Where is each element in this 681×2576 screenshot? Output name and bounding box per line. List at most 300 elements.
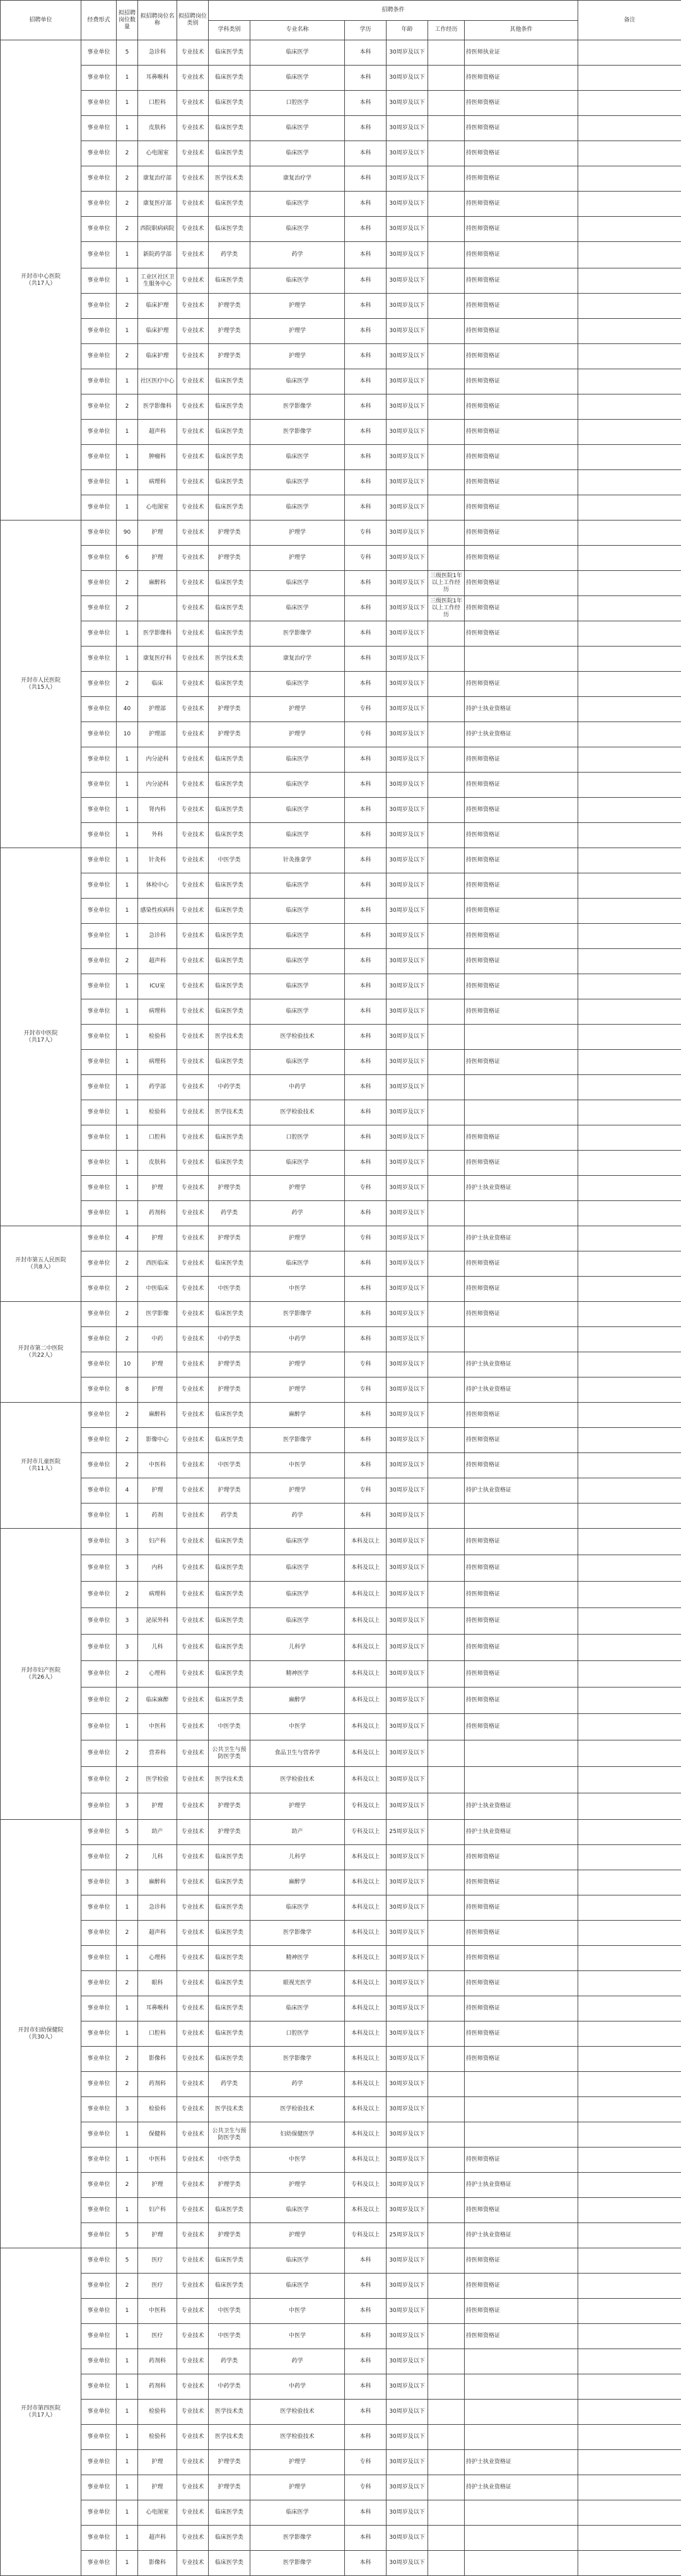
remark-cell	[578, 1608, 681, 1635]
num-cell: 1	[117, 798, 138, 823]
header-unit: 招聘单位	[1, 1, 81, 40]
major-cell: 临床医学	[250, 40, 345, 66]
table-row	[1, 91, 681, 116]
remark-cell	[578, 773, 681, 798]
major-cell: 临床医学	[250, 773, 345, 798]
discipline-cell: 中医学类	[209, 1714, 250, 1740]
edu-cell: 本科	[345, 242, 387, 268]
discipline-cell: 临床医学类	[209, 1635, 250, 1661]
age-cell: 30周岁及以下	[387, 1688, 428, 1714]
num-cell: 90	[117, 520, 138, 546]
edu-cell: 本科	[345, 1302, 387, 1327]
num-cell: 1	[117, 1050, 138, 1075]
funding-cell: 事业单位	[81, 2551, 117, 2576]
age-cell: 30周岁及以下	[387, 873, 428, 899]
num-cell: 2	[117, 1403, 138, 1428]
major-cell: 药学	[250, 1201, 345, 1226]
post-cell: 超声科	[138, 420, 177, 445]
table-row	[1, 747, 681, 773]
discipline-cell: 护理学类	[209, 697, 250, 722]
remark-cell	[578, 369, 681, 394]
remark-cell	[578, 873, 681, 899]
age-cell: 30周岁及以下	[387, 1946, 428, 1971]
discipline-cell: 临床医学类	[209, 1582, 250, 1608]
edu-cell: 本科	[345, 823, 387, 848]
exp-cell	[428, 1582, 465, 1608]
table-row	[1, 2475, 681, 2500]
num-cell: 2	[117, 571, 138, 596]
major-cell: 临床医学	[250, 873, 345, 899]
post-cell: 保健科	[138, 2122, 177, 2148]
other-cell	[465, 2526, 578, 2551]
major-cell: 临床医学	[250, 974, 345, 999]
exp-cell	[428, 2324, 465, 2349]
post-cell: 医学影像科	[138, 621, 177, 647]
post-cell: 超声科	[138, 949, 177, 974]
other-cell: 持医师资格证	[465, 1661, 578, 1688]
table-row	[1, 924, 681, 949]
exp-cell	[428, 1151, 465, 1176]
edu-cell: 本科	[345, 999, 387, 1025]
discipline-cell: 中医学类	[209, 2324, 250, 2349]
major-cell: 医学影像学	[250, 1302, 345, 1327]
discipline-cell: 临床医学类	[209, 1428, 250, 1453]
num-cell: 1	[117, 2450, 138, 2475]
table-row	[1, 1201, 681, 1226]
table-row	[1, 974, 681, 999]
remark-cell	[578, 1740, 681, 1767]
major-cell: 临床医学	[250, 596, 345, 621]
category-cell: 专业技术	[177, 268, 209, 294]
other-cell: 持医师资格证	[465, 420, 578, 445]
category-cell: 专业技术	[177, 1608, 209, 1635]
table-row	[1, 141, 681, 166]
unit-count: （共8人）	[2, 1264, 79, 1271]
major-cell: 口腔医学	[250, 91, 345, 116]
category-cell: 专业技术	[177, 1125, 209, 1151]
funding-cell: 事业单位	[81, 1478, 117, 1504]
other-cell: 持医师资格证	[465, 999, 578, 1025]
exp-cell	[428, 1996, 465, 2021]
unit-name: 开封市第五人民医院	[2, 1257, 79, 1264]
post-cell: 中药	[138, 1327, 177, 1352]
table-row	[1, 571, 681, 596]
post-cell: 护理	[138, 1176, 177, 1201]
age-cell: 30周岁及以下	[387, 445, 428, 470]
num-cell: 2	[117, 1277, 138, 1302]
age-cell: 30周岁及以下	[387, 974, 428, 999]
exp-cell	[428, 722, 465, 747]
discipline-cell: 护理学类	[209, 1226, 250, 1251]
unit-count: （共15人）	[2, 684, 79, 691]
exp-cell	[428, 141, 465, 166]
table-row	[1, 2223, 681, 2248]
table-row	[1, 217, 681, 242]
age-cell: 30周岁及以下	[387, 1176, 428, 1201]
category-cell: 专业技术	[177, 2526, 209, 2551]
discipline-cell: 临床医学类	[209, 1996, 250, 2021]
category-cell: 专业技术	[177, 1100, 209, 1125]
post-cell: 泌尿外科	[138, 1608, 177, 1635]
major-cell: 临床医学	[250, 1582, 345, 1608]
category-cell: 专业技术	[177, 1327, 209, 1352]
post-cell: 护理	[138, 1793, 177, 1820]
remark-cell	[578, 2299, 681, 2324]
age-cell: 30周岁及以下	[387, 848, 428, 873]
major-cell: 临床医学	[250, 823, 345, 848]
remark-cell	[578, 949, 681, 974]
discipline-cell: 临床医学类	[209, 1151, 250, 1176]
discipline-cell: 临床医学类	[209, 1971, 250, 1996]
remark-cell	[578, 319, 681, 344]
major-cell: 中医学	[250, 1714, 345, 1740]
remark-cell	[578, 2223, 681, 2248]
table-row	[1, 445, 681, 470]
unit-cell	[1, 1403, 81, 1529]
exp-cell	[428, 470, 465, 495]
funding-cell: 事业单位	[81, 1820, 117, 1845]
unit-name: 开封市妇幼保健院	[2, 2027, 79, 2034]
major-cell: 临床医学	[250, 141, 345, 166]
category-cell: 专业技术	[177, 546, 209, 571]
edu-cell: 本科	[345, 949, 387, 974]
exp-cell	[428, 1740, 465, 1767]
age-cell: 30周岁及以下	[387, 899, 428, 924]
edu-cell: 本科及以上	[345, 1870, 387, 1895]
major-cell: 临床医学	[250, 470, 345, 495]
post-cell: 肾内科	[138, 798, 177, 823]
table-row	[1, 1740, 681, 1767]
remark-cell	[578, 470, 681, 495]
edu-cell: 本科	[345, 116, 387, 141]
age-cell: 30周岁及以下	[387, 1870, 428, 1895]
table-row	[1, 1075, 681, 1100]
num-cell: 4	[117, 1226, 138, 1251]
age-cell: 30周岁及以下	[387, 40, 428, 66]
exp-cell	[428, 1403, 465, 1428]
num-cell: 2	[117, 394, 138, 420]
post-cell: 医学影像	[138, 1302, 177, 1327]
discipline-cell: 临床医学类	[209, 1870, 250, 1895]
category-cell: 专业技术	[177, 1176, 209, 1201]
exp-cell	[428, 520, 465, 546]
table-row	[1, 1870, 681, 1895]
table-row	[1, 1176, 681, 1201]
discipline-cell: 护理学类	[209, 1352, 250, 1377]
unit-cell	[1, 1226, 81, 1302]
discipline-cell: 临床医学类	[209, 192, 250, 217]
edu-cell: 本科	[345, 773, 387, 798]
other-cell	[465, 1504, 578, 1529]
edu-cell: 本科及以上	[345, 1946, 387, 1971]
edu-cell: 本科及以上	[345, 1582, 387, 1608]
funding-cell: 事业单位	[81, 1176, 117, 1201]
other-cell: 持医师资格证	[465, 294, 578, 319]
major-cell: 临床医学	[250, 1529, 345, 1555]
unit-cell	[1, 1302, 81, 1403]
post-cell	[138, 596, 177, 621]
age-cell: 30周岁及以下	[387, 66, 428, 91]
exp-cell	[428, 66, 465, 91]
other-cell: 持医师资格证	[465, 1555, 578, 1582]
funding-cell: 事业单位	[81, 2324, 117, 2349]
discipline-cell: 护理学类	[209, 1478, 250, 1504]
edu-cell: 本科	[345, 344, 387, 369]
category-cell: 专业技术	[177, 1403, 209, 1428]
remark-cell	[578, 1845, 681, 1870]
funding-cell: 事业单位	[81, 1352, 117, 1377]
num-cell: 6	[117, 546, 138, 571]
age-cell: 30周岁及以下	[387, 773, 428, 798]
table-row	[1, 2500, 681, 2526]
funding-cell: 事业单位	[81, 848, 117, 873]
funding-cell: 事业单位	[81, 974, 117, 999]
exp-cell	[428, 1688, 465, 1714]
post-cell: 口腔科	[138, 2021, 177, 2047]
age-cell: 30周岁及以下	[387, 949, 428, 974]
post-cell: 检验科	[138, 1100, 177, 1125]
category-cell: 专业技术	[177, 520, 209, 546]
post-cell: 护理	[138, 520, 177, 546]
post-cell: 康复治疗部	[138, 166, 177, 192]
remark-cell	[578, 2122, 681, 2148]
age-cell: 30周岁及以下	[387, 1201, 428, 1226]
exp-cell	[428, 2021, 465, 2047]
major-cell: 医学影像学	[250, 2526, 345, 2551]
major-cell: 临床医学	[250, 1050, 345, 1075]
category-cell: 专业技术	[177, 1946, 209, 1971]
discipline-cell: 临床医学类	[209, 2198, 250, 2223]
exp-cell	[428, 420, 465, 445]
unit-count: （共17人）	[2, 2412, 79, 2419]
num-cell: 1	[117, 2324, 138, 2349]
table-row	[1, 1793, 681, 1820]
category-cell: 专业技术	[177, 873, 209, 899]
funding-cell: 事业单位	[81, 344, 117, 369]
discipline-cell: 临床医学类	[209, 217, 250, 242]
remark-cell	[578, 1050, 681, 1075]
funding-cell: 事业单位	[81, 2500, 117, 2526]
discipline-cell: 中医学类	[209, 848, 250, 873]
major-cell: 临床医学	[250, 2198, 345, 2223]
other-cell: 持医师资格证	[465, 596, 578, 621]
category-cell: 专业技术	[177, 420, 209, 445]
age-cell: 30周岁及以下	[387, 242, 428, 268]
age-cell: 30周岁及以下	[387, 1921, 428, 1946]
remark-cell	[578, 2526, 681, 2551]
major-cell: 精神医学	[250, 1946, 345, 1971]
other-cell: 持医师资格证	[465, 217, 578, 242]
age-cell: 30周岁及以下	[387, 1582, 428, 1608]
table-row	[1, 1302, 681, 1327]
remark-cell	[578, 192, 681, 217]
edu-cell: 本科	[345, 1201, 387, 1226]
age-cell: 30周岁及以下	[387, 1151, 428, 1176]
funding-cell: 事业单位	[81, 166, 117, 192]
funding-cell: 事业单位	[81, 470, 117, 495]
remark-cell	[578, 2374, 681, 2400]
category-cell: 专业技术	[177, 1714, 209, 1740]
table-row	[1, 722, 681, 747]
table-row	[1, 369, 681, 394]
major-cell: 临床医学	[250, 1251, 345, 1277]
age-cell: 30周岁及以下	[387, 166, 428, 192]
discipline-cell: 临床医学类	[209, 823, 250, 848]
funding-cell: 事业单位	[81, 722, 117, 747]
category-cell: 专业技术	[177, 2248, 209, 2274]
post-cell: 病理科	[138, 999, 177, 1025]
edu-cell: 本科及以上	[345, 2072, 387, 2097]
funding-cell: 事业单位	[81, 697, 117, 722]
num-cell: 1	[117, 1996, 138, 2021]
post-cell: 药剂科	[138, 1201, 177, 1226]
edu-cell: 本科	[345, 974, 387, 999]
discipline-cell: 临床医学类	[209, 2248, 250, 2274]
age-cell: 25周岁及以下	[387, 1820, 428, 1845]
table-row	[1, 166, 681, 192]
remark-cell	[578, 495, 681, 520]
remark-cell	[578, 1478, 681, 1504]
discipline-cell: 医学技术类	[209, 647, 250, 672]
remark-cell	[578, 520, 681, 546]
age-cell: 30周岁及以下	[387, 571, 428, 596]
category-cell: 专业技术	[177, 2122, 209, 2148]
table-row	[1, 1555, 681, 1582]
edu-cell: 本科	[345, 672, 387, 697]
remark-cell	[578, 166, 681, 192]
num-cell: 1	[117, 1025, 138, 1050]
remark-cell	[578, 1971, 681, 1996]
table-row	[1, 1478, 681, 1504]
age-cell: 30周岁及以下	[387, 2248, 428, 2274]
major-cell: 护理学	[250, 697, 345, 722]
age-cell: 30周岁及以下	[387, 2122, 428, 2148]
post-cell: 检验科	[138, 2400, 177, 2425]
funding-cell: 事业单位	[81, 2072, 117, 2097]
funding-cell: 事业单位	[81, 2047, 117, 2072]
exp-cell	[428, 1845, 465, 1870]
category-cell: 专业技术	[177, 91, 209, 116]
post-cell: 护理	[138, 2173, 177, 2198]
funding-cell: 事业单位	[81, 647, 117, 672]
funding-cell: 事业单位	[81, 1025, 117, 1050]
remark-cell	[578, 1895, 681, 1921]
header-edu: 学历	[345, 20, 387, 40]
discipline-cell: 临床医学类	[209, 974, 250, 999]
major-cell: 儿科学	[250, 1845, 345, 1870]
exp-cell	[428, 319, 465, 344]
remark-cell	[578, 596, 681, 621]
post-cell: 临床护理	[138, 319, 177, 344]
other-cell: 持医师资格证	[465, 2198, 578, 2223]
remark-cell	[578, 1151, 681, 1176]
age-cell: 30周岁及以下	[387, 1661, 428, 1688]
edu-cell: 专科及以上	[345, 2223, 387, 2248]
table-row	[1, 1050, 681, 1075]
edu-cell: 本科	[345, 2500, 387, 2526]
discipline-cell: 临床医学类	[209, 1050, 250, 1075]
edu-cell: 本科	[345, 2551, 387, 2576]
num-cell: 1	[117, 2526, 138, 2551]
funding-cell: 事业单位	[81, 1635, 117, 1661]
remark-cell	[578, 1428, 681, 1453]
age-cell: 30周岁及以下	[387, 798, 428, 823]
remark-cell	[578, 2349, 681, 2374]
funding-cell: 事业单位	[81, 1996, 117, 2021]
funding-cell: 事业单位	[81, 420, 117, 445]
edu-cell: 专科	[345, 546, 387, 571]
num-cell: 2	[117, 141, 138, 166]
category-cell: 专业技术	[177, 2198, 209, 2223]
unit-count: （共17人）	[2, 280, 79, 287]
edu-cell: 本科及以上	[345, 1688, 387, 1714]
other-cell: 持医师资格证	[465, 1251, 578, 1277]
table-row	[1, 1428, 681, 1453]
discipline-cell: 临床医学类	[209, 1946, 250, 1971]
funding-cell: 事业单位	[81, 520, 117, 546]
funding-cell: 事业单位	[81, 2148, 117, 2173]
funding-cell: 事业单位	[81, 1767, 117, 1793]
major-cell: 护理学	[250, 1352, 345, 1377]
other-cell: 持医师资格证	[465, 166, 578, 192]
edu-cell: 专科	[345, 2450, 387, 2475]
age-cell: 30周岁及以下	[387, 2475, 428, 2500]
exp-cell	[428, 192, 465, 217]
edu-cell: 专科及以上	[345, 2173, 387, 2198]
other-cell: 持护士执业资格证	[465, 1352, 578, 1377]
other-cell: 持医师资格证	[465, 141, 578, 166]
post-cell: 护理部	[138, 697, 177, 722]
category-cell: 专业技术	[177, 2299, 209, 2324]
age-cell: 30周岁及以下	[387, 2349, 428, 2374]
funding-cell: 事业单位	[81, 596, 117, 621]
discipline-cell: 临床医学类	[209, 40, 250, 66]
other-cell: 持护士执业资格证	[465, 1820, 578, 1845]
edu-cell: 本科及以上	[345, 1845, 387, 1870]
unit-cell	[1, 2248, 81, 2576]
other-cell: 持护士执业资格证	[465, 722, 578, 747]
edu-cell: 本科	[345, 445, 387, 470]
category-cell: 专业技术	[177, 2475, 209, 2500]
edu-cell: 专科及以上	[345, 1820, 387, 1845]
table-row	[1, 1025, 681, 1050]
exp-cell	[428, 2526, 465, 2551]
num-cell: 1	[117, 974, 138, 999]
num-cell: 1	[117, 1075, 138, 1100]
category-cell: 专业技术	[177, 166, 209, 192]
exp-cell	[428, 166, 465, 192]
edu-cell: 本科	[345, 621, 387, 647]
age-cell: 30周岁及以下	[387, 2021, 428, 2047]
num-cell: 4	[117, 1478, 138, 1504]
table-row	[1, 2021, 681, 2047]
post-cell: 内分泌科	[138, 747, 177, 773]
remark-cell	[578, 116, 681, 141]
post-cell: 急诊科	[138, 924, 177, 949]
remark-cell	[578, 1453, 681, 1478]
other-cell: 持医师资格证	[465, 924, 578, 949]
age-cell: 30周岁及以下	[387, 596, 428, 621]
remark-cell	[578, 66, 681, 91]
num-cell: 1	[117, 2500, 138, 2526]
other-cell: 持医师资格证	[465, 823, 578, 848]
remark-cell	[578, 40, 681, 66]
remark-cell	[578, 1661, 681, 1688]
post-cell: 麻醉科	[138, 1870, 177, 1895]
post-cell: 检验科	[138, 1025, 177, 1050]
discipline-cell: 临床医学类	[209, 621, 250, 647]
remark-cell	[578, 1996, 681, 2021]
